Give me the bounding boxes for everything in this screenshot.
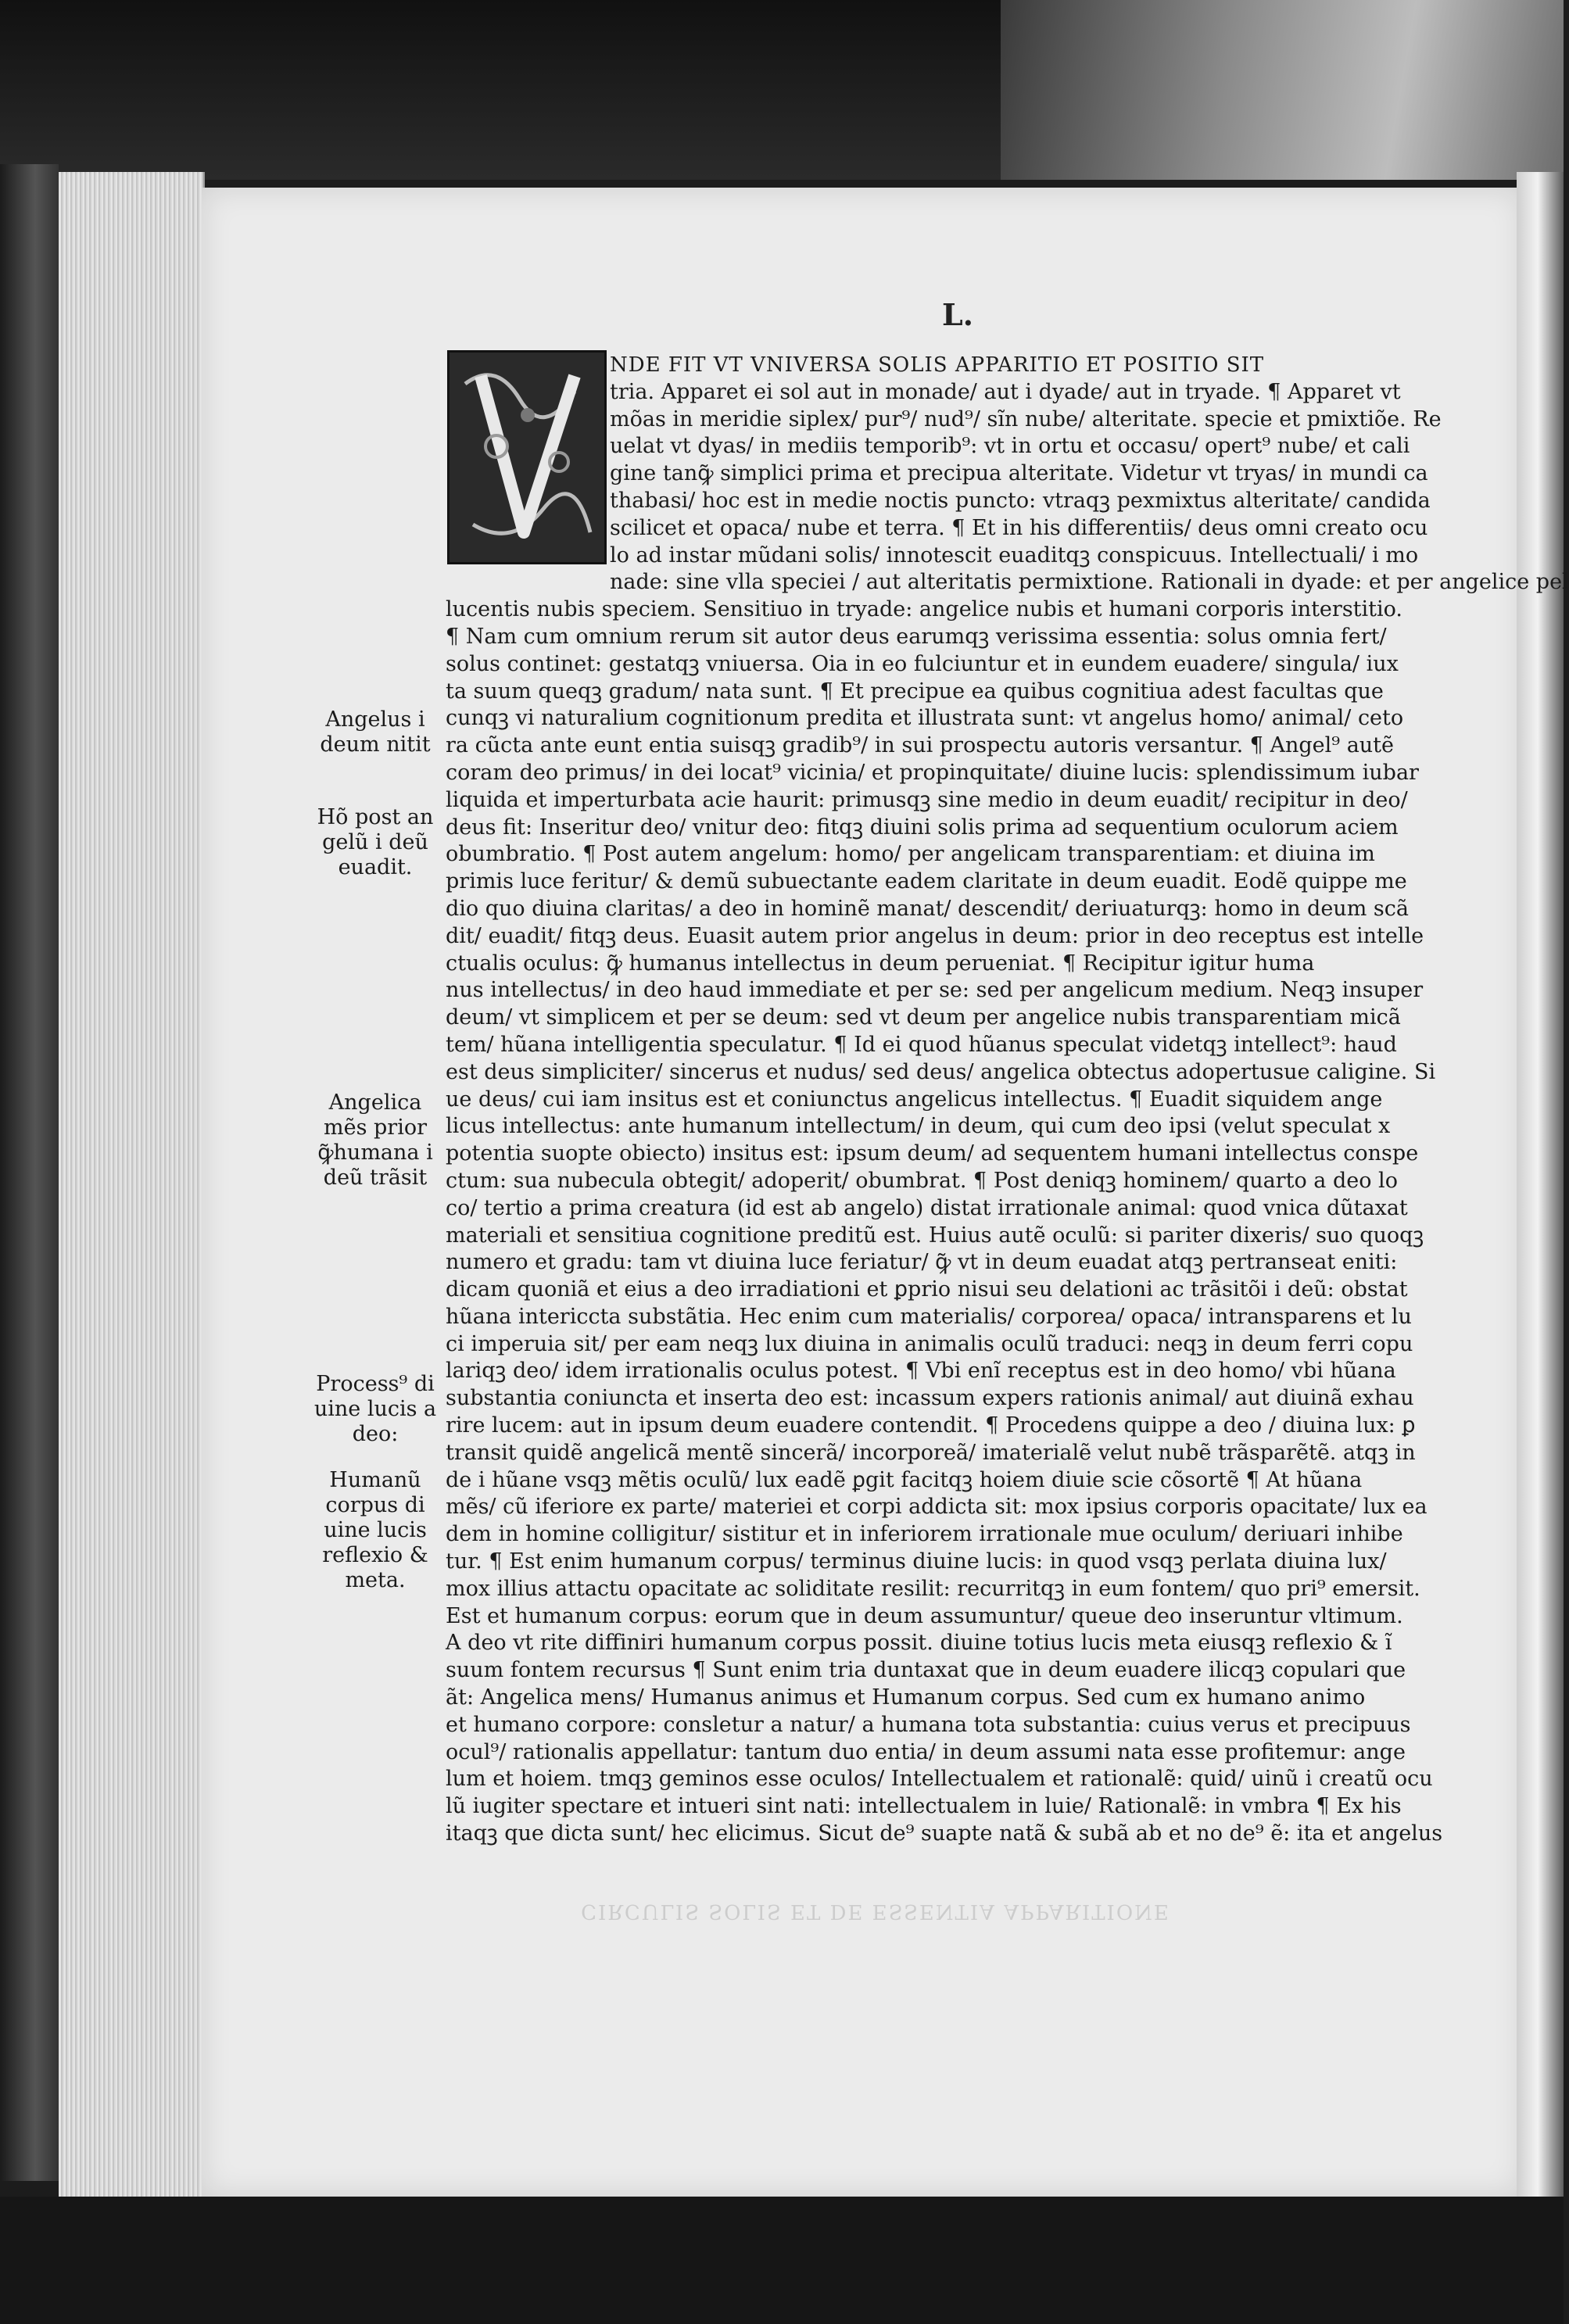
text-line: ctualis oculus: ꝙ̃ humanus intellectus in deum perueniat. ¶ Recipitur igitur huma xyxy=(446,951,1315,976)
text-line: NDE FIT VT VNIVERSA SOLIS APPARITIO ET POSITIO SIT xyxy=(610,353,1265,377)
text-line: gine tanꝙ̃ simplici prima et precipua alteritate. Videtur vt tryas/ in mundi ca xyxy=(610,461,1428,486)
facing-page-edge xyxy=(1517,172,1564,2204)
text-line: ãt: Angelica mens/ Humanus animus et Humanum corpus. Sed cum ex humano animo xyxy=(446,1685,1366,1710)
text-line: liquida et imperturbata acie haurit: primusqꝫ sine medio in deum euadit/ recipitur in deo/ xyxy=(446,787,1408,812)
text-line: dicam quoniã et eius a deo irradiationi et ꝑprio nisui seu delationi ac trãsitõi i deũ: obstat xyxy=(446,1277,1408,1302)
text-line: co/ tertio a prima creatura (id est ab angelo) distat irrationale animal: quod vnica dũtaxat xyxy=(446,1195,1408,1220)
text-line: lariqꝫ deo/ idem irrationalis oculus potest. ¶ Vbi enĩ receptus est in deo homo/ vbi hũana xyxy=(446,1359,1396,1384)
text-line: suum fontem recursus ¶ Sunt enim tria duntaxat que in deum euadere ilicqꝫ copulari que xyxy=(446,1658,1406,1683)
bleed-through-text: CIRCULIS SOLIS ET DE ESSENTIA APPARITIONE xyxy=(581,1900,1170,1923)
text-line: mox illius attactu opacitate ac soliditate resilit: recurritqꝫ in eum fontem/ quo pri⁹ emersit. xyxy=(446,1576,1420,1601)
text-line: tur. ¶ Est enim humanum corpus/ terminus diuine lucis: in quod vsqꝫ perlata diuina lux/ xyxy=(446,1549,1387,1574)
text-line: transit quidẽ angelicã mentẽ sincerã/ incorporeã/ imaterialẽ velut nubẽ trãsparẽtẽ. atqꝫ in xyxy=(446,1440,1416,1465)
text-line: mõas in meridie siplex/ pur⁹/ nud⁹/ sĩn nube/ alteritate. specie et pmixtiõe. Re xyxy=(610,406,1442,431)
margin-note-2: Hõ post an gelũ i deũ euadit. xyxy=(317,805,434,879)
folio-number: L. xyxy=(942,297,973,332)
text-line: ta suum queqꝫ gradum/ nata sunt. ¶ Et precipue ea quibus cognitiua adest facultas que xyxy=(446,679,1384,704)
text-line: dit/ euadit/ fitqꝫ deus. Euasit autem prior angelus in deum: prior in deo receptus est intelle xyxy=(446,923,1424,948)
scan-background-bottom xyxy=(0,2197,1564,2324)
text-line: scilicet et opaca/ nube et terra. ¶ Et in his differentiis/ deus omni creato ocu xyxy=(610,515,1428,540)
margin-note-5: Humanũ corpus di uine lucis reflexio & meta. xyxy=(322,1468,428,1592)
text-line: ctum: sua nubecula obtegit/ adoperit/ obumbrat. ¶ Post deniqꝫ hominem/ quarto a deo lo xyxy=(446,1168,1398,1193)
text-line: nus intellectus/ in deo haud immediate et per se: sed per angelicum medium. Neqꝫ insuper xyxy=(446,978,1424,1003)
margin-note-1: Angelus i deum nitit xyxy=(320,707,431,757)
text-line: tem/ hũana intelligentia speculatur. ¶ Id ei quod hũanus speculat videtqꝫ intellect⁹: haud xyxy=(446,1032,1397,1057)
text-line: dio quo diuina claritas/ a deo in hominẽ manat/ descendit/ deriuaturqꝫ: homo in deum scã xyxy=(446,896,1409,921)
text-line: Est et humanum corpus: eorum que in deum assumuntur/ queue deo inseruntur vltimum. xyxy=(446,1603,1403,1628)
book-cover-edge xyxy=(1001,0,1564,180)
text-line: lucentis nubis speciem. Sensitiuo in tryade: angelice nubis et humani corporis interstitio. xyxy=(446,597,1403,622)
text-line: est deus simpliciter/ sincerus et nudus/ sed deus/ angelica obtectus adopertusue caligine. Si xyxy=(446,1059,1436,1084)
text-line: tria. Apparet ei sol aut in monade/ aut i dyade/ aut in tryade. ¶ Apparet vt xyxy=(610,379,1401,404)
text-line: deum/ vt simplicem et per se deum: sed vt deum per angelice nubis transparentiam micã xyxy=(446,1005,1401,1030)
page-stack-edges xyxy=(59,172,205,2197)
text-line: nade: sine vlla speciei / aut alteritatis permixtione. Rationali in dyade: et per angelice pel xyxy=(610,570,1569,595)
text-line: lo ad instar mũdani solis/ innotescit euaditqꝫ conspicuus. Intellectuali/ i mo xyxy=(610,543,1419,568)
text-line: ra cũcta ante eunt entia suisqꝫ gradib⁹/ in sui prospectu autoris versantur. ¶ Angel⁹ autẽ xyxy=(446,733,1395,758)
margin-note-4: Process⁹ di uine lucis a deo: xyxy=(313,1372,437,1446)
text-line: hũana intericcta substãtia. Hec enim cum materialis/ corporea/ opaca/ intransparens et lu xyxy=(446,1304,1412,1329)
body-text xyxy=(446,352,1569,1848)
text-line: cunqꝫ vi naturalium cognitionum predita et illustrata sunt: vt angelus homo/ animal/ ceto xyxy=(446,706,1404,731)
text-line: uelat vt dyas/ in mediis temporib⁹: vt in ortu et occasu/ opert⁹ nube/ et cali xyxy=(610,434,1410,459)
text-line: et humano corpore: consletur a natur/ a humana tota substantia: cuius verus et precipuus xyxy=(446,1712,1411,1737)
text-line: deus fit: Inseritur deo/ vnitur deo: fitqꝫ diuini solis prima ad sequentium oculorum aciem xyxy=(446,815,1399,840)
text-line: ci imperuia sit/ per eam neqꝫ lux diuina in animalis oculũ traduci: neqꝫ in deum ferri copu xyxy=(446,1331,1413,1356)
text-line: itaqꝫ que dicta sunt/ hec elicimus. Sicut de⁹ suapte natã & subã ab et no de⁹ ẽ: ita et angelus xyxy=(446,1821,1443,1846)
text-line: de i hũane vsqꝫ mẽtis oculũ/ lux eadẽ ꝑgit facitqꝫ hoiem diuie scie cõsortẽ ¶ At hũana xyxy=(446,1467,1363,1492)
text-line: potentia suopte obiecto) insitus est: ipsum deum/ ad sequentem humani intellectus conspe xyxy=(446,1141,1419,1166)
text-line: mẽs/ cũ iferiore ex parte/ materiei et corpi addicta sit: mox ipsius corporis opacitate/ lux ea xyxy=(446,1495,1428,1520)
text-line: coram deo primus/ in dei locat⁹ vicinia/ et propinquitate/ diuine lucis: splendissimum iubar xyxy=(446,760,1419,785)
text-line: numero et gradu: tam vt diuina luce feriatur/ ꝙ̃ vt in deum euadat atqꝫ pertranseat eniti: xyxy=(446,1250,1398,1275)
text-line: materiali et sensitiua cognitione preditũ est. Huius autẽ oculũ: si pariter dixeris/ suo quoqꝫ xyxy=(446,1223,1424,1248)
margin-note-3: Angelica mẽs prior ꝙ̃humana i deũ trãsit xyxy=(317,1090,433,1190)
text-line: lum et hoiem. tmqꝫ geminos esse oculos/ Intellectualem et rationalẽ: quid/ uinũ i creatũ ocu xyxy=(446,1767,1433,1792)
text-line: lũ iugiter spectare et intueri sint nati: intellectualem in luie/ Rationalẽ: in vmbra ¶ Ex his xyxy=(446,1794,1402,1819)
text-line: ue deus/ cui iam insitus est et coniunctus angelicus intellectus. ¶ Euadit siquidem ange xyxy=(446,1087,1383,1112)
text-line: thabasi/ hoc est in medie noctis puncto: vtraqꝫ pexmixtus alteritate/ candida xyxy=(610,488,1431,513)
text-line: solus continet: gestatqꝫ vniuersa. Oia in eo fulciuntur et in eundem euadere/ singula/ iux xyxy=(446,651,1399,676)
book-spine-shadow xyxy=(0,164,59,2181)
text-line: obumbratio. ¶ Post autem angelum: homo/ per angelicam transparentiam: et diuina im xyxy=(446,842,1375,867)
text-line: ocul⁹/ rationalis appellatur: tantum duo entia/ in deum assumi nata esse profitemur: ange xyxy=(446,1739,1406,1764)
text-line: substantia coniuncta et inserta deo est: incassum expers rationis animal/ aut diuinã exhau xyxy=(446,1386,1414,1411)
text-line: rire lucem: aut in ipsum deum euadere contendit. ¶ Procedens quippe a deo / diuina lux: ꝑ xyxy=(446,1413,1416,1438)
text-line: dem in homine colligitur/ sistitur et in inferiorem irrationale mue oculum/ deriuari inhibe xyxy=(446,1522,1403,1547)
text-line: licus intellectus: ante humanum intellectum/ in deum, qui cum deo ipsi (velut speculat x xyxy=(446,1114,1391,1139)
text-line: primis luce feritur/ & demũ subuectante eadem claritate in deum euadit. Eodẽ quippe me xyxy=(446,869,1407,894)
text-line: A deo vt rite diffiniri humanum corpus possit. diuine totius lucis meta eiusqꝫ reflexio & ĩ xyxy=(446,1631,1392,1656)
text-line: ¶ Nam cum omnium rerum sit autor deus earumqꝫ verissima essentia: solus omnia fert/ xyxy=(446,624,1387,649)
